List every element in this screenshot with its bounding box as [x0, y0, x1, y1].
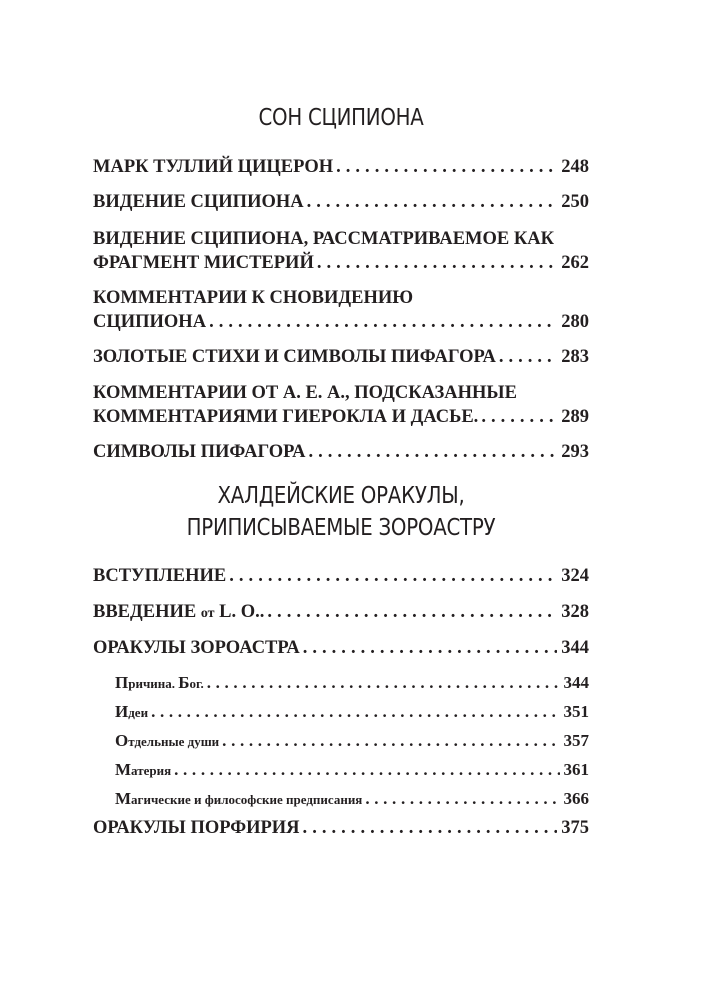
dot-leader [209, 310, 557, 334]
entry-title: ОРАКУЛЫ ПОРФИРИЯ [93, 818, 300, 838]
entry-title [115, 729, 219, 754]
section-title-line: СОН СЦИПИОНА [258, 105, 424, 131]
dot-leader [308, 440, 557, 464]
dot-leader [207, 671, 560, 695]
entry-title-main: ВВЕДЕНИЕ [93, 602, 197, 622]
dot-leader [222, 729, 559, 753]
entry-title-from: от [200, 606, 215, 621]
dot-leader [151, 700, 559, 724]
small-caps: тдельные души [128, 734, 220, 749]
toc-subentry[interactable] [115, 787, 589, 812]
toc-entry[interactable] [93, 636, 589, 660]
entry-title-line-1: КОММЕНТАРИИ ОТ А. Е. А., ПОДСКАЗАННЫЕ [93, 383, 517, 403]
initial-cap: М [115, 760, 132, 779]
dot-leader [336, 155, 557, 179]
entry-title: МАРК ТУЛЛИЙ ЦИЦЕРОН [93, 157, 334, 177]
page-number: 293 [561, 442, 589, 462]
entry-title [115, 700, 148, 725]
entry-title-line-1: КОММЕНТАРИИ К СНОВИДЕНИЮ [93, 288, 414, 308]
toc-entry[interactable] [93, 227, 589, 275]
entry-title-author: L. O.. [219, 602, 265, 622]
dot-leader [303, 636, 558, 660]
toc-entry[interactable] [93, 600, 589, 626]
entry-title: ЗОЛОТЫЕ СТИХИ И СИМВОЛЫ ПИФАГОРА [93, 347, 496, 367]
section-title-line: ХАЛДЕЙСКИЕ ОРАКУЛЫ, [217, 483, 465, 509]
entry-title [115, 671, 204, 696]
toc-subentry[interactable] [115, 671, 589, 696]
dot-leader [481, 405, 557, 429]
entry-title-line-2: ФРАГМЕНТ МИСТЕРИЙ [93, 253, 314, 273]
initial-cap: М [115, 789, 132, 808]
dot-leader [174, 758, 559, 782]
entry-title: ВИДЕНИЕ СЦИПИОНА [93, 192, 304, 212]
entry-title: ОРАКУЛЫ ЗОРОАСТРА [93, 638, 300, 658]
toc-subentry[interactable] [115, 758, 589, 783]
page-number: 361 [563, 760, 589, 779]
toc-entry[interactable] [93, 440, 589, 464]
toc-subentry[interactable] [115, 700, 589, 725]
dot-leader [229, 564, 557, 588]
dot-leader [267, 600, 557, 624]
toc-entry[interactable] [93, 816, 589, 840]
initial-cap: Б [178, 673, 190, 692]
section-title-son-scipiona [128, 102, 555, 134]
dot-leader [303, 816, 558, 840]
page-number: 328 [561, 602, 589, 622]
toc-entry[interactable] [93, 345, 589, 369]
entry-title-line-2: СЦИПИОНА [93, 312, 207, 332]
page-number: 324 [561, 566, 589, 586]
entry-title [115, 787, 362, 812]
page-number: 250 [561, 192, 589, 212]
entry-title [115, 758, 171, 783]
page-number: 344 [563, 673, 589, 692]
initial-cap: О [115, 731, 129, 750]
toc-entry[interactable] [93, 381, 589, 429]
entry-title-line-2: КОММЕНТАРИЯМИ ГИЕРОКЛА И ДАСЬЕ. [93, 407, 479, 427]
toc-subentry[interactable] [115, 729, 589, 754]
section-title-chaldean-oracles [128, 480, 555, 544]
small-caps: деи [128, 705, 149, 720]
page-number: 248 [561, 157, 589, 177]
page-number: 351 [563, 702, 589, 721]
dot-leader [365, 787, 559, 811]
page-number: 357 [563, 731, 589, 750]
page-number: 283 [561, 347, 589, 367]
toc-entry[interactable] [93, 155, 589, 179]
page-number: 344 [561, 638, 589, 658]
initial-cap: П [115, 673, 129, 692]
toc-entry[interactable] [93, 564, 589, 588]
toc-entry[interactable] [93, 190, 589, 214]
dot-leader [307, 190, 558, 214]
page-number: 366 [563, 789, 589, 808]
page-number: 262 [561, 253, 589, 273]
section-title-line: ПРИПИСЫВАЕМЫЕ ЗОРОАСТРУ [186, 515, 496, 541]
dot-leader [499, 345, 557, 369]
page-number: 280 [561, 312, 589, 332]
entry-title-line-1: ВИДЕНИЕ СЦИПИОНА, РАССМАТРИВАЕМОЕ КАК [93, 229, 555, 249]
small-caps: ричина. [128, 676, 179, 691]
page-number: 289 [561, 407, 589, 427]
dot-leader [317, 251, 557, 275]
entry-title: ВСТУПЛЕНИЕ [93, 566, 227, 586]
small-caps: агические и философские предписания [131, 792, 363, 807]
small-caps: атерия [131, 763, 172, 778]
page-number: 375 [561, 818, 589, 838]
entry-title [93, 600, 264, 626]
small-caps: ог. [189, 676, 204, 691]
entry-title: СИМВОЛЫ ПИФАГОРА [93, 442, 306, 462]
initial-cap: И [115, 702, 129, 721]
toc-entry[interactable] [93, 286, 589, 334]
